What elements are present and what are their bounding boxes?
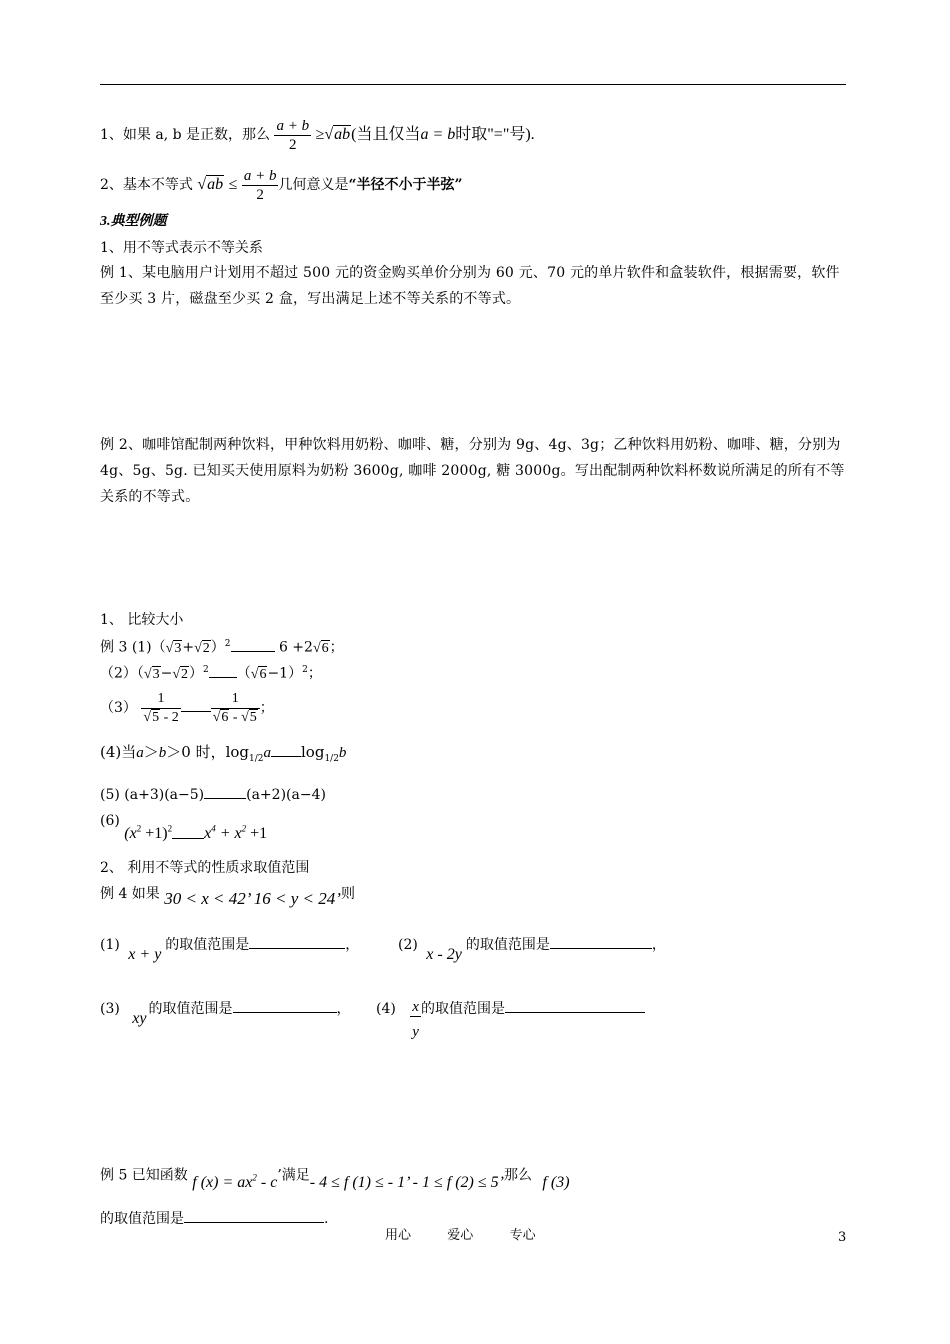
answer-blank[interactable] [550,934,652,949]
subsection-compare: 1、 比较大小 [100,612,184,628]
sqrt-6: √6 [312,640,329,656]
example-4-q4: (4) $\frac{x}{y}$ 的取值范围是 [376,998,645,1042]
fraction: $\frac{a + b}{2}$ [243,167,277,203]
fraction-x-over-y: $\frac{x}{y}$ [412,999,419,1040]
answer-blank[interactable] [271,742,301,757]
item-2: 2、基本不等式 √ab ≤ $\frac{a + b}{2}$ 几何意义是“半径不小于半弦” [100,162,463,208]
answer-blank[interactable] [249,934,345,949]
example-1: 例 1、某电脑用户计划用不超过 500 元的资金购买单价分别为 60 元、70 元的单片软件和盒装软件，根据需要，软件至少买 3 片，磁盘至少买 2 盒，写出满足上述不等关系的不等式。 [100,265,840,307]
sqrt-2: √2 [194,640,210,656]
subsection-range: 2、 利用不等式的性质求取值范围 [100,860,310,876]
answer-blank[interactable] [184,1208,324,1223]
answer-blank[interactable] [204,784,246,799]
sqrt-6: √6 [250,666,267,682]
answer-blank[interactable] [505,998,645,1013]
example-3-part-1: 例 3 $(1)(√3+√2)^2$ 6 +2√6； [100,634,344,659]
example-5: 例 5 已知函数 f $(x) = ax^2 - c$’满足- 4 ≤ f (1) ≤ - 1’ - 1 ≤ f (2) ≤ 5’那么 f (3) [100,1167,570,1192]
sqrt-ab: √ab [324,126,351,143]
geometric-meaning: “半径不小于半弦” [348,177,463,193]
example-3-part-2: $(2)(√3-√2)^2$ $(√6-1)^2$； [100,660,322,685]
fraction-1: $\frac{1}{√5 - 2}$ [143,690,179,725]
sqrt-2: √2 [172,666,189,682]
item-1-prefix: 1、如果 a, b 是正数，那么 [100,127,271,143]
example-3-part-6: (6) $(x^2 +1)^2$ $x^4 + x^2 +1$ [100,813,268,843]
example-4-q3: (3) xy的取值范围是 ， [100,998,351,1032]
answer-blank[interactable] [172,830,204,839]
answer-blank[interactable] [181,689,211,712]
fraction: $\frac{a + b}{2}$ [276,117,310,153]
example-4-q2: (2) x - 2y的取值范围是 ， [398,934,666,968]
answer-blank[interactable] [209,663,237,678]
example-3-part-4: (4)当a＞b＞0 时，$\log_{1/2}a$ $\log_{1/2}b$ [100,743,347,764]
footer-motto: 用心 爱心 专心 [385,1228,536,1243]
fraction-2: $\frac{1}{√6 - √5}$ [211,690,260,727]
example-3-part-5: (5) (a+3)(a−5) (a+2)(a−4) [100,784,326,805]
example-4-condition: 例 4 如果 30 < x < 42’ 16 < y < 24’则 [100,886,355,908]
example-3-part-3: （3） $\frac{1}{√5 - 2}$ $\frac{1}{√6 - √5}$ ； [100,690,274,725]
answer-blank[interactable] [231,637,275,652]
subsection-title: 1、用不等式表示不等关系 [100,240,263,256]
sqrt-3: √3 [165,640,182,656]
example-4-q1: (1) x + y的取值范围是 ， [100,934,359,968]
sqrt-ab: √ab [197,176,224,193]
section-title: 3.典型例题 [100,214,167,229]
example-5-question: 的取值范围是 . [100,1208,328,1229]
sqrt-3: √3 [143,666,160,682]
header-rule [100,84,846,85]
item-1: 1、如果 a, b 是正数，那么 $\frac{a + b}{2}$ ≥√ab(当且仅当a = b时取"="号). [100,112,535,158]
example-2: 例 2、咖啡馆配制两种饮料，甲种饮料用奶粉、咖啡、糖，分别为 9g、4g、3g；乙种饮料用奶粉、咖啡、糖，分别为 4g、5g、5g. 已知买天使用原料为奶粉 3600g, 咖啡 2000g, 糖 3000g。写出配制两种饮料杯数说所满足的所有不等关系的不等式。 [100,437,845,505]
page-number: 3 [838,1230,847,1245]
answer-blank[interactable] [233,998,337,1013]
